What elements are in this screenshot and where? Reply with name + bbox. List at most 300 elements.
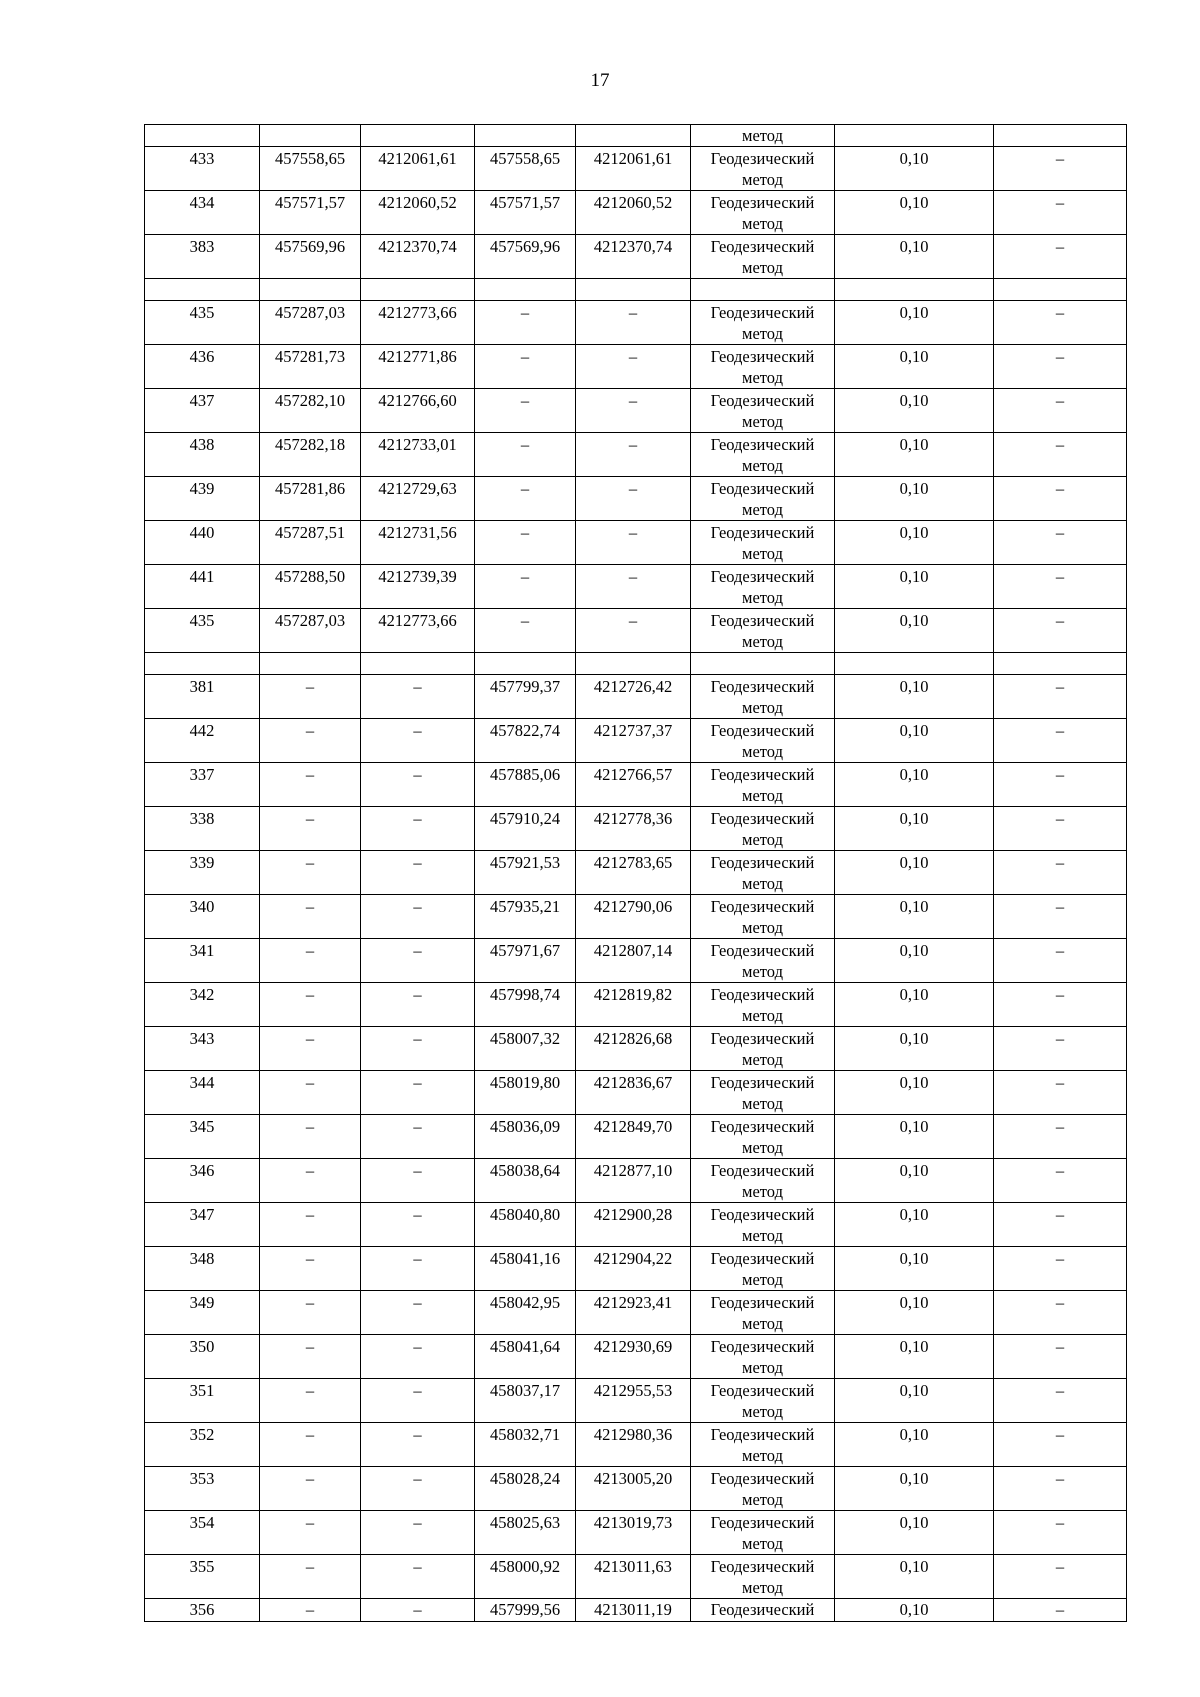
cell-point-id: 351 <box>145 1379 260 1423</box>
cell-x-new: 458042,95 <box>475 1291 576 1335</box>
method-line-2: метод <box>742 1050 783 1069</box>
method-line-1: Геодезический <box>710 1161 815 1180</box>
cell-y-existing: – <box>361 1467 475 1511</box>
cell-accuracy: 0,10 <box>835 983 994 1027</box>
table-row <box>145 939 1127 983</box>
cell-x-new: 458038,64 <box>475 1159 576 1203</box>
cell-x-existing <box>260 125 361 147</box>
cell-x-existing: – <box>260 983 361 1027</box>
cell-x-new: 458000,92 <box>475 1555 576 1599</box>
cell-note: – <box>994 1247 1127 1291</box>
cell-accuracy: 0,10 <box>835 609 994 653</box>
cell-x-new: – <box>475 565 576 609</box>
table-row <box>145 1335 1127 1379</box>
cell-accuracy: 0,10 <box>835 301 994 345</box>
method-line-2: метод <box>742 1314 783 1333</box>
cell-x-existing: – <box>260 1423 361 1467</box>
cell-accuracy: 0,10 <box>835 1291 994 1335</box>
cell-note: – <box>994 345 1127 389</box>
cell-accuracy: 0,10 <box>835 1555 994 1599</box>
table-row <box>145 1027 1127 1071</box>
cell-x-existing: – <box>260 1599 361 1622</box>
cell-method <box>691 851 835 895</box>
table-row <box>145 983 1127 1027</box>
cell-x-new: 458007,32 <box>475 1027 576 1071</box>
cell-y-existing: – <box>361 1247 475 1291</box>
cell-y-new: 4212877,10 <box>576 1159 691 1203</box>
cell-point-id: 440 <box>145 521 260 565</box>
cell-method <box>691 675 835 719</box>
cell-x-new: 457935,21 <box>475 895 576 939</box>
cell-y-existing: – <box>361 895 475 939</box>
cell-note: – <box>994 389 1127 433</box>
cell-y-existing: – <box>361 1423 475 1467</box>
method-line-2: метод <box>742 1358 783 1377</box>
cell-y-new: 4213019,73 <box>576 1511 691 1555</box>
method-line-1: Геодезический <box>710 347 815 366</box>
cell-y-existing: 4212773,66 <box>361 301 475 345</box>
cell-x-existing: – <box>260 719 361 763</box>
cell-method <box>691 147 835 191</box>
table-row <box>145 345 1127 389</box>
method-line-2: метод <box>742 830 783 849</box>
cell-y-existing: 4212060,52 <box>361 191 475 235</box>
page-number: 17 <box>590 70 610 91</box>
method-line-2: метод <box>742 412 783 431</box>
cell-note: – <box>994 983 1127 1027</box>
table-row <box>145 807 1127 851</box>
cell-accuracy: 0,10 <box>835 1071 994 1115</box>
cell-x-existing: – <box>260 1291 361 1335</box>
cell-accuracy: 0,10 <box>835 191 994 235</box>
cell-x-existing: – <box>260 851 361 895</box>
cell-accuracy <box>835 279 994 301</box>
cell-point-id <box>145 653 260 675</box>
cell-note: – <box>994 1335 1127 1379</box>
cell-x-new: 457910,24 <box>475 807 576 851</box>
cell-y-new: 4212790,06 <box>576 895 691 939</box>
method-line-2: метод <box>742 1094 783 1113</box>
cell-point-id: 345 <box>145 1115 260 1159</box>
cell-x-existing: – <box>260 763 361 807</box>
cell-x-existing: – <box>260 1159 361 1203</box>
method-line-1: Геодезический <box>710 1293 815 1312</box>
method-line-2: метод <box>742 1402 783 1421</box>
table-row <box>145 1247 1127 1291</box>
table-row <box>145 719 1127 763</box>
cell-y-new: 4212836,67 <box>576 1071 691 1115</box>
cell-method <box>691 895 835 939</box>
method-line-1: Геодезический <box>710 303 815 322</box>
cell-x-new: – <box>475 609 576 653</box>
cell-y-existing <box>361 125 475 147</box>
cell-y-new: 4212826,68 <box>576 1027 691 1071</box>
cell-point-id: 339 <box>145 851 260 895</box>
cell-note <box>994 279 1127 301</box>
cell-accuracy: 0,10 <box>835 477 994 521</box>
cell-point-id: 350 <box>145 1335 260 1379</box>
cell-note: – <box>994 1599 1127 1622</box>
cell-method <box>691 807 835 851</box>
cell-x-new: 457558,65 <box>475 147 576 191</box>
cell-accuracy: 0,10 <box>835 807 994 851</box>
method-line-1: Геодезический <box>710 1513 815 1532</box>
method-line-1: Геодезический <box>710 985 815 1004</box>
cell-method <box>691 1071 835 1115</box>
cell-x-existing: 457282,10 <box>260 389 361 433</box>
cell-y-existing: – <box>361 1555 475 1599</box>
table-row <box>145 147 1127 191</box>
cell-x-new: – <box>475 521 576 565</box>
cell-method <box>691 653 835 675</box>
cell-point-id <box>145 279 260 301</box>
table-row-fragment-bottom <box>145 1599 1127 1622</box>
cell-note: – <box>994 807 1127 851</box>
cell-note: – <box>994 719 1127 763</box>
cell-y-new: 4212726,42 <box>576 675 691 719</box>
cell-accuracy: 0,10 <box>835 521 994 565</box>
cell-x-new: – <box>475 389 576 433</box>
cell-y-existing: – <box>361 1511 475 1555</box>
cell-note: – <box>994 1159 1127 1203</box>
cell-y-existing: 4212733,01 <box>361 433 475 477</box>
cell-y-new: 4212370,74 <box>576 235 691 279</box>
cell-y-new: 4213005,20 <box>576 1467 691 1511</box>
cell-y-existing: – <box>361 1071 475 1115</box>
table-row <box>145 609 1127 653</box>
cell-x-new: 458025,63 <box>475 1511 576 1555</box>
method-line-1: Геодезический <box>710 721 815 740</box>
table-row-fragment-top <box>145 125 1127 147</box>
cell-note: – <box>994 609 1127 653</box>
cell-x-existing: 457282,18 <box>260 433 361 477</box>
cell-accuracy: 0,10 <box>835 1511 994 1555</box>
cell-method <box>691 1423 835 1467</box>
cell-x-new: 457998,74 <box>475 983 576 1027</box>
cell-accuracy: 0,10 <box>835 1599 994 1622</box>
cell-x-new: 457822,74 <box>475 719 576 763</box>
cell-method <box>691 939 835 983</box>
cell-accuracy: 0,10 <box>835 1467 994 1511</box>
cell-x-existing: – <box>260 1203 361 1247</box>
cell-x-existing: – <box>260 1379 361 1423</box>
table-row <box>145 433 1127 477</box>
cell-x-existing: 457569,96 <box>260 235 361 279</box>
method-line-2: метод <box>742 1182 783 1201</box>
cell-method <box>691 1555 835 1599</box>
cell-y-new: 4212061,61 <box>576 147 691 191</box>
cell-x-new: 458036,09 <box>475 1115 576 1159</box>
cell-point-id: 346 <box>145 1159 260 1203</box>
cell-point-id: 348 <box>145 1247 260 1291</box>
cell-y-new: 4212778,36 <box>576 807 691 851</box>
method-line-1: Геодезический <box>710 611 815 630</box>
cell-accuracy: 0,10 <box>835 1159 994 1203</box>
cell-x-new: – <box>475 477 576 521</box>
cell-y-new: – <box>576 477 691 521</box>
cell-y-new: – <box>576 565 691 609</box>
cell-x-new: 458019,80 <box>475 1071 576 1115</box>
cell-note: – <box>994 1027 1127 1071</box>
cell-point-id: 343 <box>145 1027 260 1071</box>
cell-y-new <box>576 279 691 301</box>
cell-accuracy: 0,10 <box>835 675 994 719</box>
method-line-1: Геодезический <box>710 765 815 784</box>
method-line-1: Геодезический <box>710 1205 815 1224</box>
cell-note: – <box>994 1203 1127 1247</box>
cell-accuracy: 0,10 <box>835 345 994 389</box>
cell-x-existing: 457287,03 <box>260 609 361 653</box>
cell-point-id: 433 <box>145 147 260 191</box>
cell-x-existing: – <box>260 1071 361 1115</box>
cell-x-new: – <box>475 433 576 477</box>
method-line-2: метод <box>742 874 783 893</box>
method-line-2: метод <box>742 588 783 607</box>
cell-point-id: 434 <box>145 191 260 235</box>
cell-point-id: 439 <box>145 477 260 521</box>
method-line-1: Геодезический <box>710 567 815 586</box>
cell-x-existing: – <box>260 807 361 851</box>
cell-method <box>691 1335 835 1379</box>
cell-y-new: 4212783,65 <box>576 851 691 895</box>
method-line-1: Геодезический <box>710 1557 815 1576</box>
cell-method <box>691 719 835 763</box>
method-line-1: Геодезический <box>710 897 815 916</box>
cell-x-existing <box>260 279 361 301</box>
cell-point-id: 353 <box>145 1467 260 1511</box>
cell-y-existing: 4212370,74 <box>361 235 475 279</box>
table-row <box>145 1511 1127 1555</box>
method-line-2: метод <box>742 368 783 387</box>
method-line-1: Геодезический <box>710 809 815 828</box>
cell-x-new: 458032,71 <box>475 1423 576 1467</box>
table-row <box>145 851 1127 895</box>
table-body <box>145 125 1127 1622</box>
cell-x-new: 457885,06 <box>475 763 576 807</box>
cell-x-new: 457571,57 <box>475 191 576 235</box>
cell-y-new: – <box>576 345 691 389</box>
table-row <box>145 1071 1127 1115</box>
cell-y-new: – <box>576 389 691 433</box>
method-line-2: метод <box>742 742 783 761</box>
cell-y-existing: 4212739,39 <box>361 565 475 609</box>
method-line-1: Геодезический <box>710 523 815 542</box>
cell-method <box>691 763 835 807</box>
cell-y-new: – <box>576 301 691 345</box>
cell-note: – <box>994 301 1127 345</box>
cell-y-new: 4212849,70 <box>576 1115 691 1159</box>
cell-y-existing: 4212773,66 <box>361 609 475 653</box>
cell-x-new <box>475 653 576 675</box>
cell-accuracy: 0,10 <box>835 389 994 433</box>
cell-note: – <box>994 147 1127 191</box>
table-row <box>145 477 1127 521</box>
cell-x-new: – <box>475 301 576 345</box>
method-line-2: метод <box>742 214 783 233</box>
cell-note: – <box>994 477 1127 521</box>
cell-point-id: 352 <box>145 1423 260 1467</box>
table-row <box>145 191 1127 235</box>
method-line-1: Геодезический <box>710 479 815 498</box>
cell-point-id: 342 <box>145 983 260 1027</box>
cell-y-new: 4212955,53 <box>576 1379 691 1423</box>
cell-y-new <box>576 125 691 147</box>
cell-y-existing <box>361 279 475 301</box>
cell-x-new <box>475 125 576 147</box>
cell-y-new <box>576 653 691 675</box>
cell-note <box>994 653 1127 675</box>
cell-x-new: 457569,96 <box>475 235 576 279</box>
cell-method: Геодезический <box>691 1599 835 1622</box>
cell-note: – <box>994 1555 1127 1599</box>
cell-method <box>691 983 835 1027</box>
cell-x-existing: – <box>260 1247 361 1291</box>
cell-accuracy: 0,10 <box>835 147 994 191</box>
cell-x-existing: 457287,51 <box>260 521 361 565</box>
method-line-2: метод <box>742 698 783 717</box>
cell-accuracy: 0,10 <box>835 235 994 279</box>
cell-x-new <box>475 279 576 301</box>
cell-x-existing: – <box>260 1115 361 1159</box>
table-row <box>145 1467 1127 1511</box>
method-line-2: метод <box>742 456 783 475</box>
cell-y-existing: – <box>361 1027 475 1071</box>
cell-x-new: 458040,80 <box>475 1203 576 1247</box>
method-line-1: Геодезический <box>710 1249 815 1268</box>
cell-accuracy: 0,10 <box>835 895 994 939</box>
cell-x-new: 457971,67 <box>475 939 576 983</box>
cell-note: – <box>994 191 1127 235</box>
coordinates-table <box>144 124 1127 1622</box>
cell-y-new: 4213011,19 <box>576 1599 691 1622</box>
cell-x-existing: 457288,50 <box>260 565 361 609</box>
cell-point-id: 356 <box>145 1599 260 1622</box>
cell-y-existing: – <box>361 763 475 807</box>
cell-x-existing: – <box>260 1027 361 1071</box>
cell-method <box>691 1511 835 1555</box>
cell-x-existing: – <box>260 939 361 983</box>
table-row <box>145 301 1127 345</box>
method-line-1: Геодезический <box>710 1381 815 1400</box>
cell-accuracy: 0,10 <box>835 565 994 609</box>
cell-method <box>691 609 835 653</box>
cell-point-id: 337 <box>145 763 260 807</box>
cell-y-existing: 4212766,60 <box>361 389 475 433</box>
cell-method <box>691 345 835 389</box>
cell-accuracy: 0,10 <box>835 1203 994 1247</box>
cell-note: – <box>994 1115 1127 1159</box>
cell-accuracy: 0,10 <box>835 763 994 807</box>
cell-x-new: 457921,53 <box>475 851 576 895</box>
cell-method <box>691 477 835 521</box>
cell-y-existing: 4212061,61 <box>361 147 475 191</box>
method-line-2: метод <box>742 918 783 937</box>
method-line-1: Геодезический <box>710 1117 815 1136</box>
cell-note: – <box>994 1423 1127 1467</box>
cell-note: – <box>994 433 1127 477</box>
cell-x-new: 458041,16 <box>475 1247 576 1291</box>
method-line-1: Геодезический <box>710 677 815 696</box>
cell-y-existing: – <box>361 983 475 1027</box>
cell-note: – <box>994 675 1127 719</box>
cell-method <box>691 1027 835 1071</box>
cell-y-new: 4212923,41 <box>576 1291 691 1335</box>
table-row <box>145 1203 1127 1247</box>
cell-point-id: 435 <box>145 301 260 345</box>
cell-point-id: 442 <box>145 719 260 763</box>
method-line-2: метод <box>742 1138 783 1157</box>
table-row <box>145 1159 1127 1203</box>
cell-method <box>691 191 835 235</box>
cell-x-existing: – <box>260 675 361 719</box>
cell-y-new: 4212807,14 <box>576 939 691 983</box>
cell-y-existing: – <box>361 1115 475 1159</box>
table-row <box>145 895 1127 939</box>
cell-y-new: 4212766,57 <box>576 763 691 807</box>
cell-x-existing: 457571,57 <box>260 191 361 235</box>
cell-y-new: 4212904,22 <box>576 1247 691 1291</box>
cell-x-new: 458041,64 <box>475 1335 576 1379</box>
cell-point-id: 381 <box>145 675 260 719</box>
cell-note <box>994 125 1127 147</box>
cell-y-existing: – <box>361 851 475 895</box>
cell-point-id: 341 <box>145 939 260 983</box>
method-line-1: Геодезический <box>710 1073 815 1092</box>
cell-point-id: 354 <box>145 1511 260 1555</box>
method-line-1: Геодезический <box>710 1425 815 1444</box>
cell-method <box>691 1379 835 1423</box>
cell-y-new: 4212930,69 <box>576 1335 691 1379</box>
cell-y-existing: – <box>361 1203 475 1247</box>
method-line-1: Геодезический <box>710 149 815 168</box>
cell-point-id <box>145 125 260 147</box>
cell-accuracy: 0,10 <box>835 851 994 895</box>
cell-accuracy: 0,10 <box>835 1379 994 1423</box>
method-line-2: метод <box>742 632 783 651</box>
cell-point-id: 435 <box>145 609 260 653</box>
cell-point-id: 383 <box>145 235 260 279</box>
method-line-1: Геодезический <box>710 435 815 454</box>
cell-note: – <box>994 895 1127 939</box>
cell-method <box>691 433 835 477</box>
method-line-2: метод <box>742 258 783 277</box>
cell-accuracy: 0,10 <box>835 1247 994 1291</box>
cell-x-existing: 457281,73 <box>260 345 361 389</box>
cell-note: – <box>994 763 1127 807</box>
table-row <box>145 675 1127 719</box>
cell-note: – <box>994 1511 1127 1555</box>
cell-y-new: 4212980,36 <box>576 1423 691 1467</box>
cell-method <box>691 1247 835 1291</box>
cell-accuracy: 0,10 <box>835 1335 994 1379</box>
cell-point-id: 355 <box>145 1555 260 1599</box>
cell-accuracy: 0,10 <box>835 719 994 763</box>
cell-note: – <box>994 1379 1127 1423</box>
method-line-1: Геодезический <box>710 193 815 212</box>
table-row <box>145 1423 1127 1467</box>
cell-accuracy: 0,10 <box>835 1027 994 1071</box>
cell-y-existing: – <box>361 1599 475 1622</box>
cell-y-existing: 4212731,56 <box>361 521 475 565</box>
cell-y-new: – <box>576 609 691 653</box>
method-line-2: метод <box>742 962 783 981</box>
method-line-1: Геодезический <box>710 1337 815 1356</box>
cell-method <box>691 1467 835 1511</box>
cell-x-existing <box>260 653 361 675</box>
method-line-2: метод <box>742 170 783 189</box>
cell-note: – <box>994 565 1127 609</box>
cell-x-new: 458028,24 <box>475 1467 576 1511</box>
